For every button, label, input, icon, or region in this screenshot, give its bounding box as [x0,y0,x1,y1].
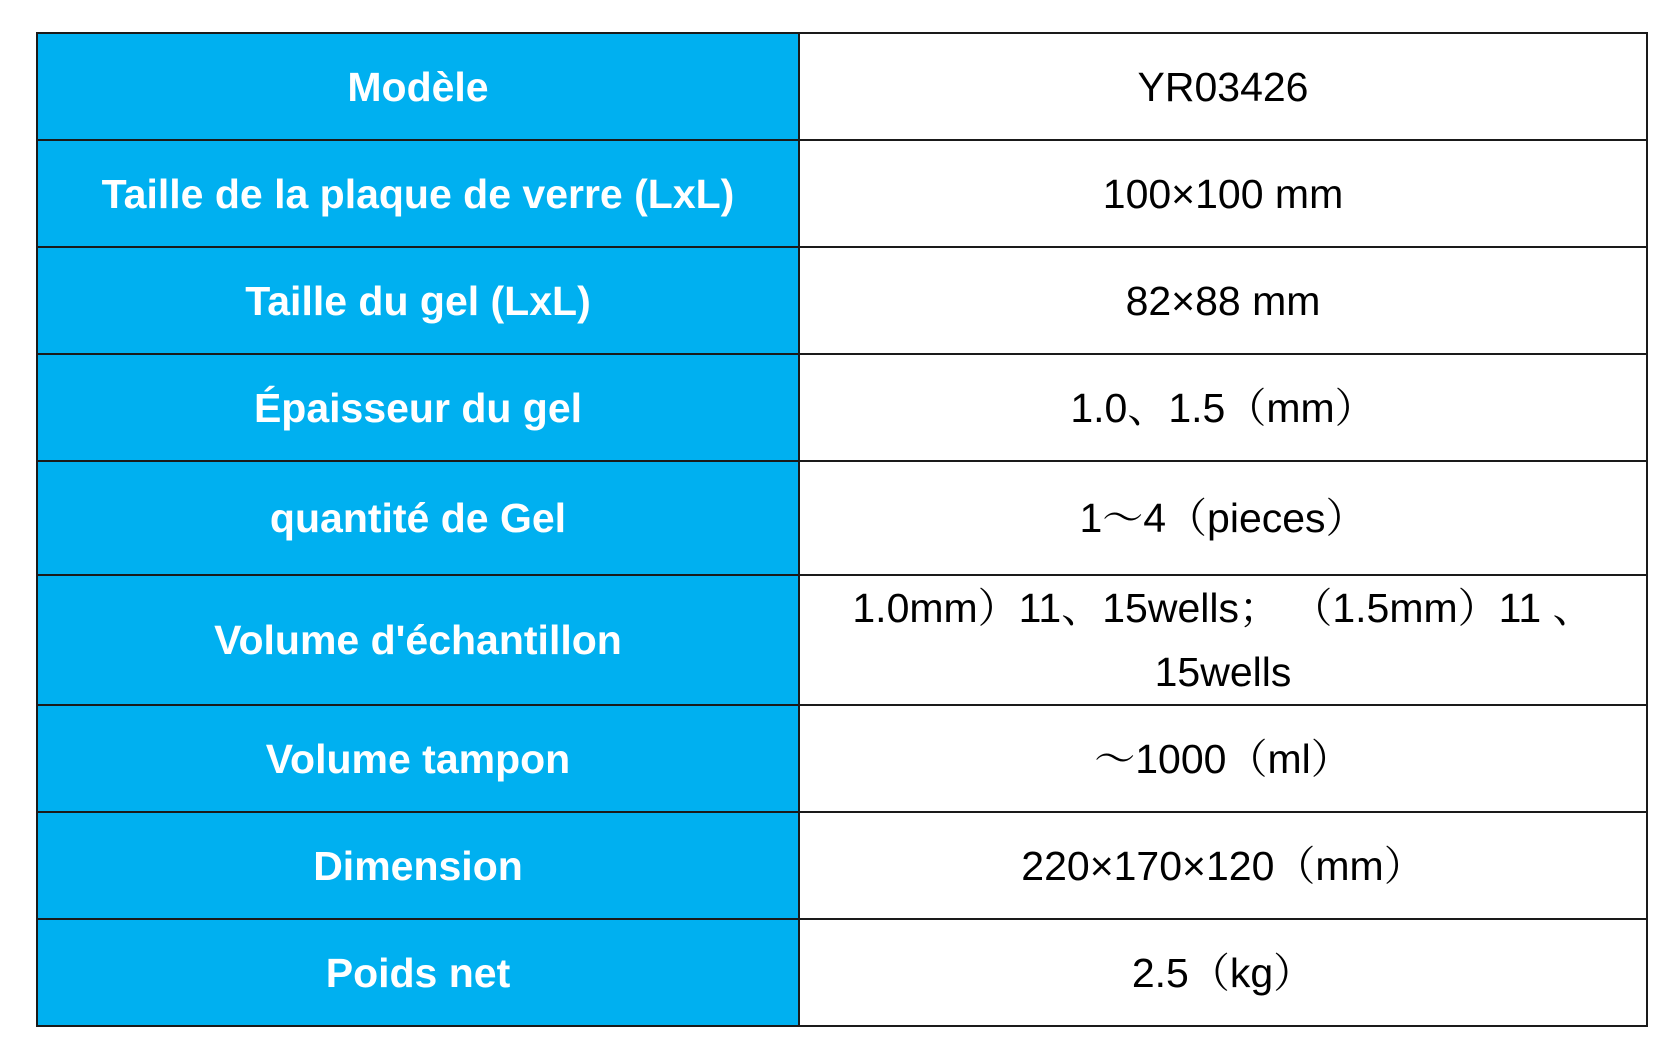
spec-label: Taille de la plaque de verre (LxL) [37,140,799,247]
spec-label: Dimension [37,812,799,919]
spec-value: 100×100 mm [799,140,1647,247]
spec-label: Poids net [37,919,799,1026]
specifications-table [36,32,1648,1027]
table-row [37,247,1647,354]
table-row [37,919,1647,1026]
spec-value: 1.0mm）11、15wells； （1.5mm）11 、15wells [799,575,1647,705]
spec-value: 82×88 mm [799,247,1647,354]
spec-label: Taille du gel (LxL) [37,247,799,354]
table-row [37,33,1647,140]
table-row [37,354,1647,461]
spec-value: 1.0、1.5（mm） [799,354,1647,461]
spec-label: Modèle [37,33,799,140]
spec-label: Épaisseur du gel [37,354,799,461]
table-row [37,705,1647,812]
spec-label: Volume tampon [37,705,799,812]
table-row [37,461,1647,575]
spec-value: 220×170×120（mm） [799,812,1647,919]
spec-value: 1～4（pieces） [799,461,1647,575]
table-row [37,575,1647,705]
table-row [37,812,1647,919]
spec-label: quantité de Gel [37,461,799,575]
spec-value: ～1000（ml） [799,705,1647,812]
table-row [37,140,1647,247]
spec-value: YR03426 [799,33,1647,140]
spec-value: 2.5（kg） [799,919,1647,1026]
spec-label: Volume d'échantillon [37,575,799,705]
